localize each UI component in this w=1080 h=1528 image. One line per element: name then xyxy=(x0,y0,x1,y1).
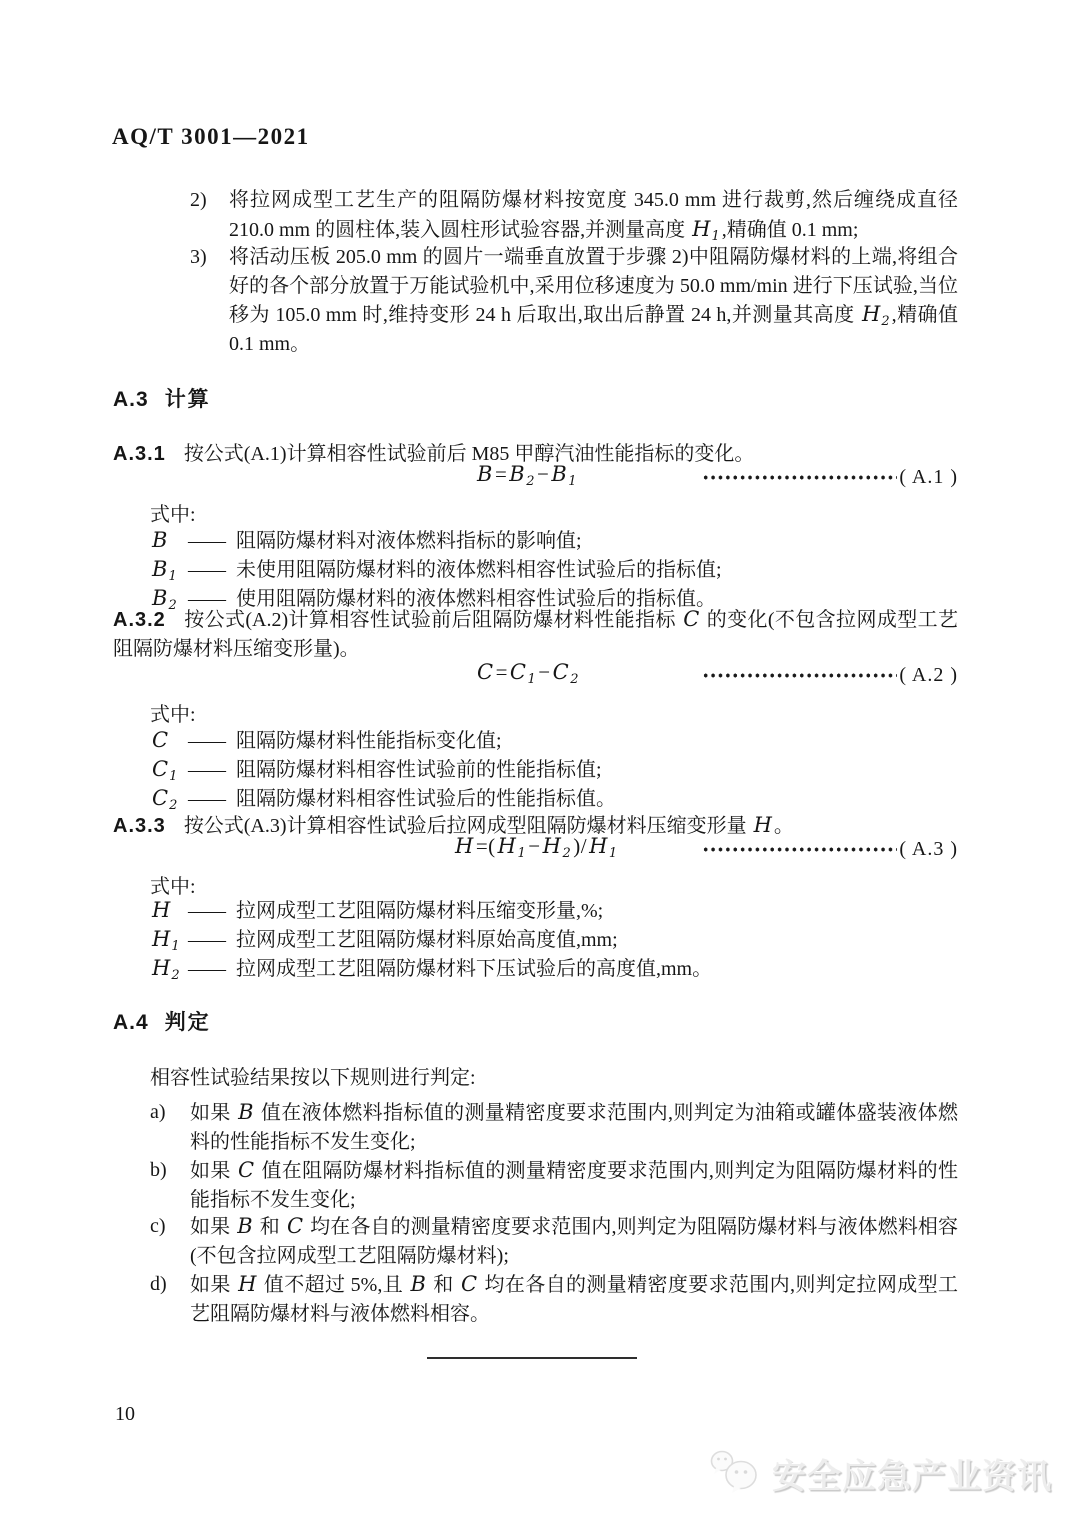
definition-desc: 阻隔防爆材料相容性试验前的性能指标值; xyxy=(236,759,602,781)
clause-text: 按公式(A.2)计算相容性试验前后阻隔防爆材料性能指标 C 的变化(不包含拉网成型工艺阻隔防爆材料压缩变形量)。 xyxy=(113,607,958,660)
section-title: 判定 xyxy=(164,1011,211,1034)
clause-text: 按公式(A.1)计算相容性试验前后 M85 甲醇汽油性能指标的变化。 xyxy=(183,443,755,465)
definition-row xyxy=(150,555,958,584)
where-label: 式中: xyxy=(150,504,196,526)
dot-leader xyxy=(702,847,897,852)
definition-desc: 阻隔防爆材料相容性试验后的性能指标值。 xyxy=(236,788,616,810)
definition-dash: —— xyxy=(188,559,224,581)
step-label: 3) xyxy=(190,246,207,268)
definition-desc: 拉网成型工艺阻隔防爆材料原始高度值,mm; xyxy=(236,929,618,951)
formula-label: ( A.2 ) xyxy=(899,663,958,686)
rule-label: b) xyxy=(150,1159,167,1181)
definition-symbol: $B_1$ xyxy=(152,557,177,584)
definition-row xyxy=(150,526,958,555)
formula-label: ( A.3 ) xyxy=(899,837,958,860)
definition-dash: —— xyxy=(188,788,224,810)
watermark-text: 安全应急产业资讯 xyxy=(772,1458,1052,1496)
formula-a1: $B=B_2-B_1$ xyxy=(477,462,578,489)
definition-row xyxy=(150,784,958,813)
definitions-a3 xyxy=(150,896,958,983)
definition-row xyxy=(150,954,958,983)
where-label: 式中: xyxy=(150,876,196,898)
definition-desc: 阻隔防爆材料对液体燃料指标的影响值; xyxy=(236,530,582,552)
formula-a2: $C=C_1-C_2$ xyxy=(477,660,579,687)
definition-row xyxy=(150,896,958,925)
definition-desc: 拉网成型工艺阻隔防爆材料压缩变形量,%; xyxy=(236,900,604,922)
rule-label: c) xyxy=(150,1215,166,1237)
definition-symbol: $H_1$ xyxy=(152,927,180,954)
formula-leader xyxy=(702,462,958,492)
clause-a32 xyxy=(113,605,958,663)
rule-text: 如果 B 和 C 均在各自的测量精密度要求范围内,则判定为阻隔防爆材料与液体燃料相容(不包含拉网成型工艺阻隔防爆材料); xyxy=(190,1214,959,1267)
definition-row xyxy=(150,755,958,784)
section-number: A.4 xyxy=(113,1011,149,1034)
watermark xyxy=(708,1448,1052,1499)
definition-symbol: $C_2$ xyxy=(152,786,178,813)
step-label: 2) xyxy=(190,189,207,211)
rule-text: 如果 B 值在液体燃料指标值的测量精密度要求范围内,则判定为油箱或罐体盛装液体燃料的性能指标不发生变化; xyxy=(190,1100,959,1153)
rule-text: 如果 H 值不超过 5%,且 B 和 C 均在各自的测量精密度要求范围内,则判定拉网成型工艺阻隔防爆材料与液体燃料相容。 xyxy=(190,1272,959,1325)
wechat-logo-icon xyxy=(708,1448,764,1499)
clause-number: A.3.3 xyxy=(113,815,166,837)
step-item-2 xyxy=(190,186,958,244)
rule-text: 如果 C 值在阻隔防爆材料指标值的测量精密度要求范围内,则判定为阻隔防爆材料的性能指标不发生变化; xyxy=(190,1158,959,1211)
dot-leader xyxy=(702,673,897,678)
definitions-a1 xyxy=(150,526,958,613)
step-item-3 xyxy=(190,243,958,358)
judge-intro: 相容性试验结果按以下规则进行判定: xyxy=(150,1067,476,1089)
end-of-document-rule xyxy=(427,1357,637,1359)
rule-label: d) xyxy=(150,1273,167,1295)
definition-dash: —— xyxy=(188,530,224,552)
section-heading-a3 xyxy=(113,383,211,413)
definition-row xyxy=(150,925,958,954)
section-heading-a4 xyxy=(113,1006,211,1036)
definition-symbol: H xyxy=(152,898,171,922)
definition-symbol: B xyxy=(152,528,168,552)
doc-code-header: AQ/T 3001—2021 xyxy=(112,124,310,149)
rule-label: a) xyxy=(150,1101,166,1123)
section-number: A.3 xyxy=(113,388,149,411)
clause-text: 按公式(A.3)计算相容性试验后拉网成型阻隔防爆材料压缩变形量 H 。 xyxy=(183,813,794,837)
rule-item-b xyxy=(150,1156,958,1214)
rule-item-c xyxy=(150,1212,958,1270)
step-text: 将拉网成型工艺生产的阻隔防爆材料按宽度 345.0 mm 进行裁剪,然后缠绕成直径 210.0 mm 的圆柱体,装入圆柱形试验容器,并测量高度 $H_1$ ,精确值 0.1 mm; xyxy=(229,189,958,244)
definition-row xyxy=(150,726,958,755)
where-label: 式中: xyxy=(150,704,196,726)
section-title: 计算 xyxy=(164,388,211,411)
clause-number: A.3.2 xyxy=(113,609,166,631)
definition-desc: 阻隔防爆材料性能指标变化值; xyxy=(236,730,502,752)
dot-leader xyxy=(702,475,897,480)
definition-symbol: $B_2$ xyxy=(152,586,177,613)
page-number: 10 xyxy=(115,1403,135,1425)
definition-desc: 使用阻隔防爆材料的液体燃料相容性试验后的指标值。 xyxy=(236,588,716,610)
definition-symbol: $H_2$ xyxy=(152,956,180,983)
definition-desc: 拉网成型工艺阻隔防爆材料下压试验后的高度值,mm。 xyxy=(236,958,713,980)
formula-a3: $H=(H_1-H_2)/H_1$ xyxy=(455,834,618,861)
definition-dash: —— xyxy=(188,759,224,781)
definitions-a2 xyxy=(150,726,958,813)
formula-leader xyxy=(702,834,958,864)
definition-dash: —— xyxy=(188,929,224,951)
definition-symbol: $C_1$ xyxy=(152,757,178,784)
definition-desc: 未使用阻隔防爆材料的液体燃料相容性试验后的指标值; xyxy=(236,559,722,581)
formula-row-a2 xyxy=(113,660,958,690)
clause-number: A.3.1 xyxy=(113,443,166,465)
step-text: 将活动压板 205.0 mm 的圆片一端垂直放置于步骤 2)中阻隔防爆材料的上端,将组合好的各个部分放置于万能试验机中,采用位移速度为 50.0 mm/min 进行下压试验,当位移为 105.0 mm 时,维持变形 24 h 后取出,取出后静置 24 h,并测量其高度 $H_2$ ,精确值 0.1 mm。 xyxy=(229,246,958,355)
rule-item-d xyxy=(150,1270,958,1328)
definition-symbol: C xyxy=(152,728,169,752)
formula-leader xyxy=(702,660,958,690)
formula-row-a3 xyxy=(113,834,958,864)
definition-dash: —— xyxy=(188,900,224,922)
definition-dash: —— xyxy=(188,588,224,610)
rule-item-a xyxy=(150,1098,958,1156)
definition-dash: —— xyxy=(188,730,224,752)
definition-dash: —— xyxy=(188,958,224,980)
formula-label: ( A.1 ) xyxy=(899,465,958,488)
formula-row-a1 xyxy=(113,462,958,492)
